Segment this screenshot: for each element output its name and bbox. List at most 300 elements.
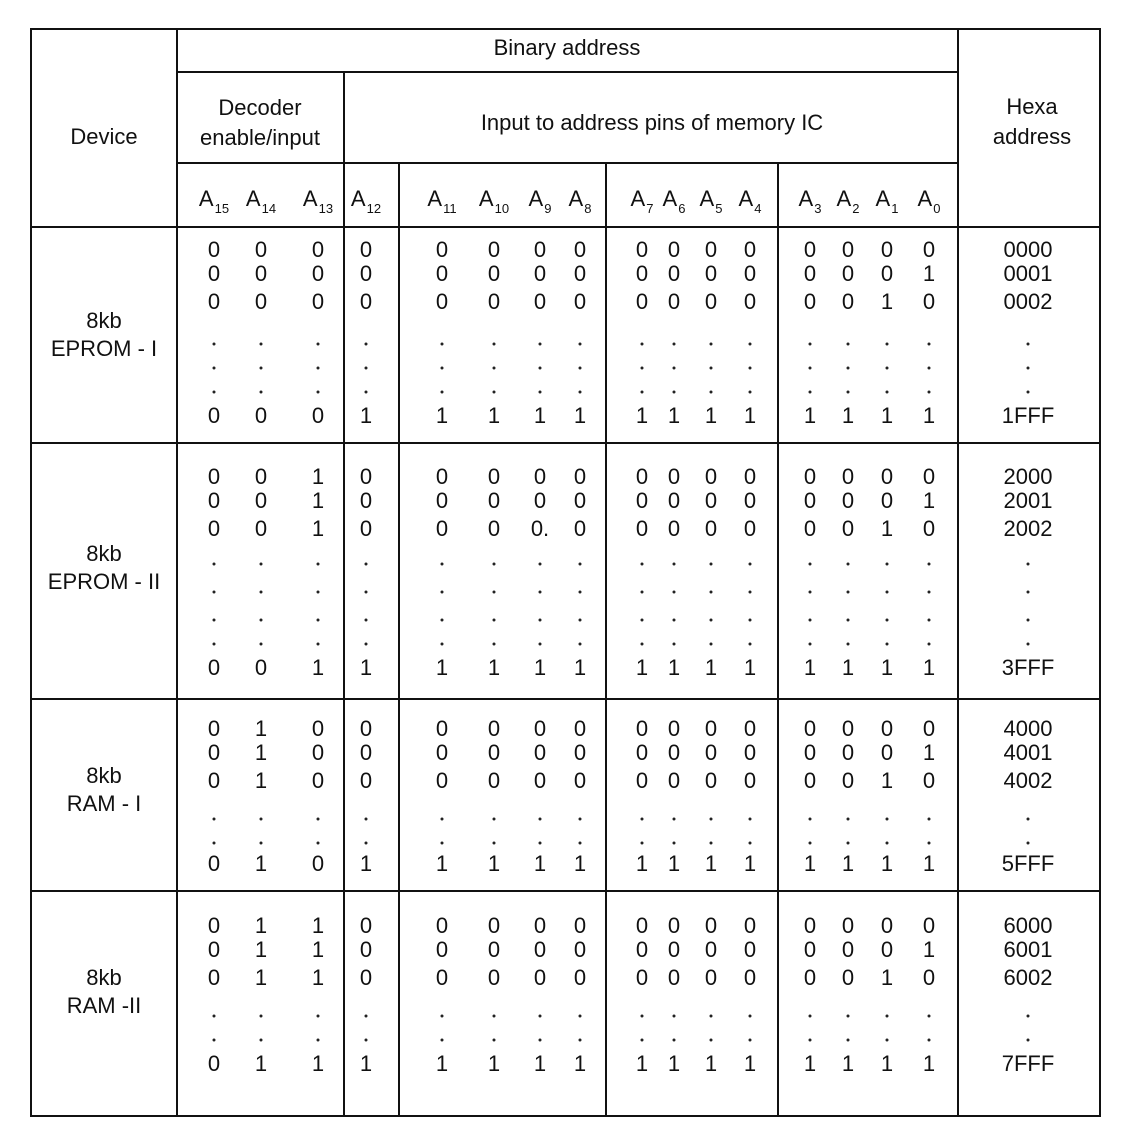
bit-value: 0: [311, 403, 325, 428]
continuation-dot: [539, 391, 542, 394]
address-bit-label: [837, 188, 860, 220]
bit-value: 0: [254, 488, 268, 513]
continuation-dot: [441, 591, 444, 594]
continuation-dot: [641, 619, 644, 622]
bit-value: 0: [704, 488, 718, 513]
address-bit-base: A: [427, 186, 443, 211]
bit-value: 0: [207, 516, 221, 541]
bit-value: 0: [254, 261, 268, 286]
bit-value: 0: [922, 965, 936, 990]
address-bit-base: A: [198, 186, 214, 211]
bit-value: 0: [704, 464, 718, 489]
continuation-dot: [673, 591, 676, 594]
continuation-dot: [886, 643, 889, 646]
continuation-dot: [749, 643, 752, 646]
address-bit-subscript: 13: [318, 201, 334, 216]
bit-value: 0: [533, 488, 547, 513]
hex-address-value: 1FFF: [1001, 403, 1055, 428]
bit-value: 1: [635, 1051, 649, 1076]
continuation-dot: [493, 367, 496, 370]
bit-value: 1: [435, 851, 449, 876]
bit-value: 0: [635, 516, 649, 541]
device-name-line1: 8kb: [86, 965, 122, 990]
address-bit-label: [631, 188, 654, 220]
address-bit-base: A: [350, 186, 366, 211]
continuation-dot: [749, 1039, 752, 1042]
continuation-dot: [493, 563, 496, 566]
bit-value: 0: [359, 237, 373, 262]
continuation-dot: [317, 591, 320, 594]
bit-value: 0: [704, 740, 718, 765]
bit-value: 0: [435, 516, 449, 541]
bit-value: 0: [743, 913, 757, 938]
continuation-dot: [1027, 391, 1030, 394]
continuation-dot: [928, 367, 931, 370]
continuation-dot: [579, 563, 582, 566]
bit-value: 1: [254, 1051, 268, 1076]
continuation-dot: [579, 842, 582, 845]
bit-value: 0: [207, 913, 221, 938]
continuation-dot: [539, 343, 542, 346]
address-bit-base: A: [699, 186, 715, 211]
continuation-dot: [365, 643, 368, 646]
address-bit-subscript: 4: [754, 201, 762, 216]
bit-value: 0: [803, 464, 817, 489]
continuation-dot: [928, 818, 931, 821]
bit-value: 1: [803, 1051, 817, 1076]
bit-value: 0.: [530, 516, 550, 541]
continuation-dot: [317, 619, 320, 622]
continuation-dot: [847, 563, 850, 566]
bit-value: 0: [311, 716, 325, 741]
continuation-dot: [928, 343, 931, 346]
continuation-dot: [847, 643, 850, 646]
bit-value: 1: [254, 937, 268, 962]
bit-value: 0: [880, 237, 894, 262]
address-bit-label: [569, 188, 592, 220]
continuation-dot: [886, 391, 889, 394]
continuation-dot: [1027, 1015, 1030, 1018]
bit-value: 0: [254, 464, 268, 489]
bit-value: 0: [841, 289, 855, 314]
continuation-dot: [539, 842, 542, 845]
continuation-dot: [539, 1039, 542, 1042]
continuation-dot: [260, 1039, 263, 1042]
bit-value: 1: [311, 1051, 325, 1076]
continuation-dot: [673, 1039, 676, 1042]
bit-value: 1: [573, 655, 587, 680]
continuation-dot: [539, 591, 542, 594]
address-bit-subscript: 1: [891, 201, 899, 216]
bit-value: 1: [922, 261, 936, 286]
continuation-dot: [641, 818, 644, 821]
continuation-dot: [641, 1015, 644, 1018]
continuation-dot: [260, 842, 263, 845]
bit-value: 0: [841, 913, 855, 938]
bit-value: 0: [667, 464, 681, 489]
bit-value: 1: [803, 655, 817, 680]
device-name-line2: RAM -II: [66, 993, 142, 1018]
bit-value: 0: [487, 740, 501, 765]
continuation-dot: [441, 1039, 444, 1042]
address-bit-subscript: 6: [678, 201, 686, 216]
bit-value: 0: [880, 464, 894, 489]
address-bit-label: [918, 188, 941, 220]
bit-value: 0: [841, 464, 855, 489]
hex-address-value: 4002: [1003, 768, 1053, 793]
bit-value: 1: [573, 851, 587, 876]
divider-device: [176, 30, 178, 1115]
divider-pin-header: [176, 162, 957, 164]
bit-value: 0: [704, 289, 718, 314]
bit-value: 0: [487, 289, 501, 314]
continuation-dot: [579, 818, 582, 821]
continuation-dot: [710, 818, 713, 821]
continuation-dot: [710, 1039, 713, 1042]
bit-value: 1: [743, 655, 757, 680]
bit-value: 0: [803, 289, 817, 314]
continuation-dot: [317, 643, 320, 646]
address-bit-label: [199, 188, 229, 220]
bit-value: 0: [922, 768, 936, 793]
bit-value: 1: [922, 937, 936, 962]
bit-value: 0: [573, 937, 587, 962]
continuation-dot: [260, 643, 263, 646]
bit-value: 0: [704, 937, 718, 962]
continuation-dot: [749, 1015, 752, 1018]
continuation-dot: [641, 1039, 644, 1042]
continuation-dot: [579, 591, 582, 594]
continuation-dot: [493, 619, 496, 622]
bit-value: 0: [573, 768, 587, 793]
divider-header-bottom: [32, 226, 1099, 228]
bit-value: 1: [841, 403, 855, 428]
bit-value: 1: [311, 516, 325, 541]
continuation-dot: [493, 818, 496, 821]
continuation-dot: [317, 1015, 320, 1018]
continuation-dot: [213, 643, 216, 646]
bit-value: 0: [573, 716, 587, 741]
address-bit-label: [663, 188, 686, 220]
bit-value: 0: [487, 464, 501, 489]
bit-value: 1: [435, 1051, 449, 1076]
bit-value: 1: [533, 1051, 547, 1076]
continuation-dot: [317, 1039, 320, 1042]
bit-value: 0: [743, 740, 757, 765]
bit-value: 0: [667, 488, 681, 513]
continuation-dot: [441, 391, 444, 394]
bit-value: 0: [311, 237, 325, 262]
bit-value: 0: [880, 937, 894, 962]
divider-binary-title: [176, 71, 957, 73]
hex-address-value: 2002: [1003, 516, 1053, 541]
continuation-dot: [710, 367, 713, 370]
continuation-dot: [710, 563, 713, 566]
hex-address-value: 4001: [1003, 740, 1053, 765]
hex-address-value: 3FFF: [1001, 655, 1055, 680]
bit-value: 0: [359, 768, 373, 793]
continuation-dot: [710, 842, 713, 845]
bit-value: 0: [435, 289, 449, 314]
address-bit-label: [876, 188, 899, 220]
continuation-dot: [579, 619, 582, 622]
continuation-dot: [809, 818, 812, 821]
continuation-dot: [1027, 842, 1030, 845]
hex-address-value: 7FFF: [1001, 1051, 1055, 1076]
address-bit-label: [529, 188, 552, 220]
bit-value: 0: [487, 768, 501, 793]
continuation-dot: [317, 842, 320, 845]
continuation-dot: [641, 643, 644, 646]
bit-value: 1: [254, 740, 268, 765]
bit-value: 0: [435, 464, 449, 489]
address-bit-label: [739, 188, 762, 220]
continuation-dot: [317, 818, 320, 821]
continuation-dot: [928, 619, 931, 622]
bit-value: 0: [311, 289, 325, 314]
bit-value: 0: [743, 488, 757, 513]
hex-address-value: 5FFF: [1001, 851, 1055, 876]
bit-value: 0: [533, 261, 547, 286]
bit-value: 0: [359, 716, 373, 741]
continuation-dot: [260, 1015, 263, 1018]
continuation-dot: [260, 563, 263, 566]
continuation-dot: [539, 367, 542, 370]
bit-value: 0: [635, 913, 649, 938]
continuation-dot: [1027, 1039, 1030, 1042]
bit-value: 0: [533, 740, 547, 765]
continuation-dot: [213, 391, 216, 394]
continuation-dot: [441, 367, 444, 370]
continuation-dot: [1027, 818, 1030, 821]
device-name-line1: 8kb: [86, 308, 122, 333]
bit-value: 0: [880, 716, 894, 741]
bit-value: 0: [435, 237, 449, 262]
divider-a12: [398, 163, 400, 1115]
bit-value: 1: [635, 403, 649, 428]
divider-group-1: [32, 442, 1099, 444]
bit-value: 1: [922, 1051, 936, 1076]
bit-value: 1: [880, 1051, 894, 1076]
continuation-dot: [365, 367, 368, 370]
continuation-dot: [260, 367, 263, 370]
bit-value: 0: [435, 261, 449, 286]
bit-value: 0: [359, 965, 373, 990]
continuation-dot: [365, 343, 368, 346]
continuation-dot: [539, 619, 542, 622]
bit-value: 0: [311, 261, 325, 286]
bit-value: 0: [359, 516, 373, 541]
bit-value: 0: [803, 913, 817, 938]
bit-value: 0: [743, 289, 757, 314]
continuation-dot: [365, 1015, 368, 1018]
continuation-dot: [441, 343, 444, 346]
bit-value: 1: [435, 403, 449, 428]
bit-value: 0: [207, 851, 221, 876]
continuation-dot: [365, 619, 368, 622]
bit-value: 0: [487, 237, 501, 262]
bit-value: 0: [841, 716, 855, 741]
bit-value: 0: [573, 289, 587, 314]
bit-value: 1: [880, 289, 894, 314]
bit-value: 0: [880, 913, 894, 938]
continuation-dot: [847, 391, 850, 394]
continuation-dot: [673, 619, 676, 622]
hexa-header-line2: address: [992, 124, 1072, 149]
bit-value: 0: [803, 937, 817, 962]
continuation-dot: [260, 619, 263, 622]
bit-value: 1: [254, 716, 268, 741]
continuation-dot: [749, 367, 752, 370]
bit-value: 0: [803, 716, 817, 741]
continuation-dot: [539, 563, 542, 566]
bit-value: 0: [533, 913, 547, 938]
bit-value: 1: [254, 851, 268, 876]
bit-value: 0: [533, 716, 547, 741]
address-bit-base: A: [568, 186, 584, 211]
address-bit-label: [351, 188, 381, 220]
continuation-dot: [260, 391, 263, 394]
bit-value: 1: [487, 403, 501, 428]
bit-value: 0: [207, 716, 221, 741]
address-bit-label: [246, 188, 276, 220]
bit-value: 0: [487, 965, 501, 990]
bit-value: 0: [704, 768, 718, 793]
hex-address-value: 2000: [1003, 464, 1053, 489]
address-bit-subscript: 9: [544, 201, 552, 216]
hex-address-value: 0002: [1003, 289, 1053, 314]
bit-value: 1: [635, 655, 649, 680]
continuation-dot: [673, 818, 676, 821]
address-bit-label: [479, 188, 509, 220]
bit-value: 0: [635, 768, 649, 793]
bit-value: 0: [743, 937, 757, 962]
continuation-dot: [928, 1039, 931, 1042]
continuation-dot: [539, 643, 542, 646]
device-header: Device: [70, 124, 138, 149]
bit-value: 0: [803, 237, 817, 262]
continuation-dot: [213, 842, 216, 845]
continuation-dot: [928, 1015, 931, 1018]
device-name: [48, 540, 160, 596]
bit-value: 0: [841, 516, 855, 541]
bit-value: 0: [803, 740, 817, 765]
bit-value: 0: [841, 488, 855, 513]
bit-value: 0: [635, 740, 649, 765]
bit-value: 0: [922, 516, 936, 541]
continuation-dot: [847, 1039, 850, 1042]
continuation-dot: [886, 842, 889, 845]
continuation-dot: [493, 842, 496, 845]
continuation-dot: [317, 391, 320, 394]
continuation-dot: [809, 367, 812, 370]
continuation-dot: [579, 1015, 582, 1018]
continuation-dot: [493, 1039, 496, 1042]
bit-value: 0: [207, 464, 221, 489]
bit-value: 0: [635, 464, 649, 489]
continuation-dot: [886, 818, 889, 821]
bit-value: 1: [922, 403, 936, 428]
bit-value: 1: [841, 655, 855, 680]
bit-value: 1: [704, 655, 718, 680]
bit-value: 0: [841, 965, 855, 990]
bit-value: 1: [880, 851, 894, 876]
address-bit-label: [700, 188, 723, 220]
bit-value: 0: [311, 768, 325, 793]
device-name-line1: 8kb: [86, 763, 122, 788]
bit-value: 1: [311, 655, 325, 680]
continuation-dot: [579, 367, 582, 370]
bit-value: 1: [311, 913, 325, 938]
bit-value: 0: [359, 937, 373, 962]
bit-value: 0: [533, 937, 547, 962]
bit-value: 0: [880, 488, 894, 513]
decoder-header: [200, 93, 320, 153]
bit-value: 0: [667, 937, 681, 962]
bit-value: 1: [667, 655, 681, 680]
bit-value: 0: [311, 851, 325, 876]
hex-address-value: 0000: [1003, 237, 1053, 262]
continuation-dot: [809, 1015, 812, 1018]
device-name-line2: RAM - I: [66, 791, 142, 816]
continuation-dot: [441, 1015, 444, 1018]
continuation-dot: [213, 818, 216, 821]
bit-value: 0: [359, 488, 373, 513]
continuation-dot: [673, 1015, 676, 1018]
continuation-dot: [749, 842, 752, 845]
address-bit-base: A: [478, 186, 494, 211]
continuation-dot: [928, 591, 931, 594]
bit-value: 0: [533, 237, 547, 262]
bit-value: 0: [841, 740, 855, 765]
bit-value: 0: [359, 261, 373, 286]
continuation-dot: [539, 1015, 542, 1018]
bit-value: 0: [435, 488, 449, 513]
bit-value: 0: [743, 261, 757, 286]
bit-value: 0: [667, 965, 681, 990]
bit-value: 0: [667, 913, 681, 938]
bit-value: 0: [635, 261, 649, 286]
address-bit-label: [427, 188, 456, 220]
bit-value: 0: [841, 768, 855, 793]
device-name: [51, 307, 157, 363]
bit-value: 0: [803, 488, 817, 513]
continuation-dot: [441, 643, 444, 646]
continuation-dot: [749, 818, 752, 821]
address-bit-subscript: 14: [261, 201, 277, 216]
decoder-header-line1: Decoder: [218, 95, 302, 120]
bit-value: 0: [667, 516, 681, 541]
continuation-dot: [928, 842, 931, 845]
bit-value: 0: [635, 965, 649, 990]
bit-value: 1: [359, 403, 373, 428]
bit-value: 0: [635, 237, 649, 262]
continuation-dot: [539, 818, 542, 821]
hexa-header-line1: Hexa: [1006, 94, 1058, 119]
continuation-dot: [928, 391, 931, 394]
address-map-table: [30, 28, 1101, 1117]
continuation-dot: [847, 619, 850, 622]
continuation-dot: [847, 591, 850, 594]
bit-value: 1: [487, 655, 501, 680]
continuation-dot: [673, 643, 676, 646]
bit-value: 0: [635, 716, 649, 741]
bit-value: 0: [207, 655, 221, 680]
continuation-dot: [365, 818, 368, 821]
continuation-dot: [260, 591, 263, 594]
continuation-dot: [886, 619, 889, 622]
bit-value: 0: [533, 965, 547, 990]
